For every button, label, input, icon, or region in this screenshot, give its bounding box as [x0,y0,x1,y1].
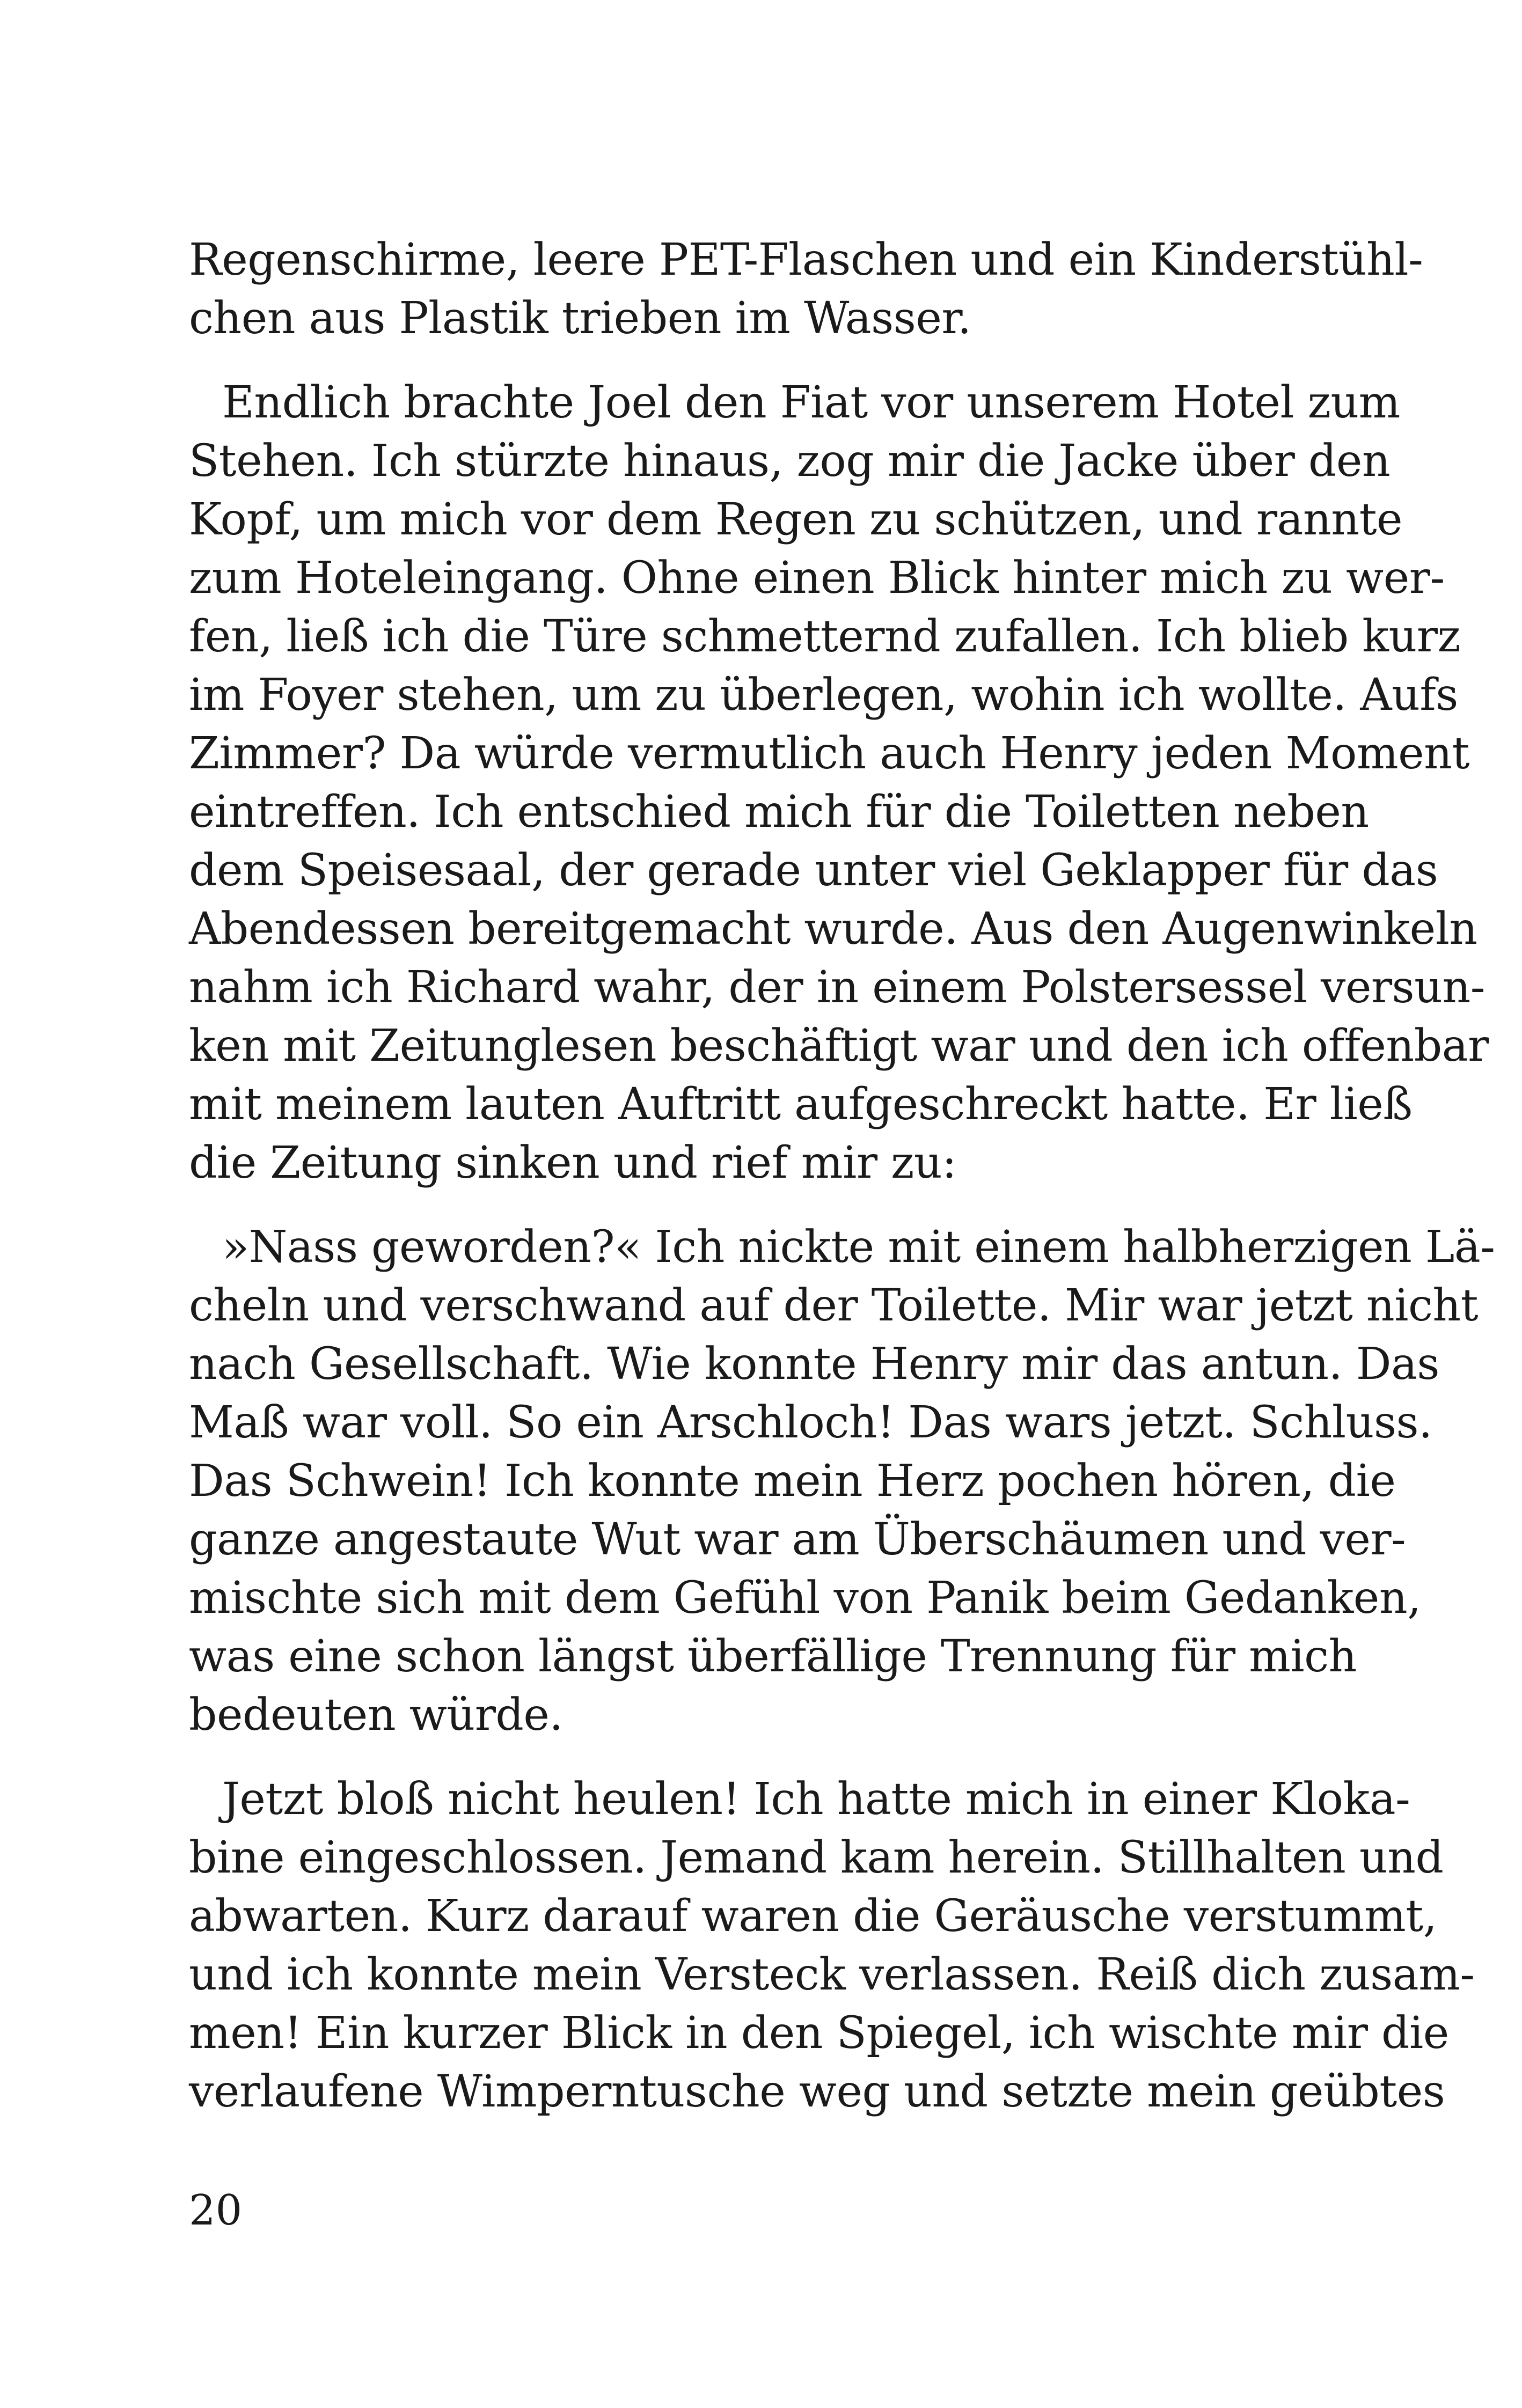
text-line: was eine schon längst überfällige Trennung für mich [189,1631,1357,1682]
text-line: dem Speisesaal, der gerade unter viel Geklapper für das [189,845,1438,896]
text-line: nach Gesellschaft. Wie konnte Henry mir das antun. Das [189,1339,1439,1390]
text-line: Regenschirme, leere PET-Flaschen und ein Kinderstühl- [189,234,1423,285]
text-line: Kopf, um mich vor dem Regen zu schützen, und rannte [189,494,1403,545]
text-line: »Nass geworden?« Ich nickte mit einem halbherzigen Lä- [222,1222,1495,1273]
text-line: Abendessen bereitgemacht wurde. Aus den Augenwinkeln [189,904,1477,955]
page-number: 20 [189,2186,243,2235]
text-line: und ich konnte mein Versteck verlassen. Reiß dich zusam- [189,1949,1475,2000]
paragraph [189,1770,1475,2121]
text-line: men! Ein kurzer Blick in den Spiegel, ich wischte mir die [189,2008,1449,2059]
text-line: eintreffen. Ich entschied mich für die Toiletten neben [189,787,1369,838]
text-line: Maß war voll. So ein Arschloch! Das wars jetzt. Schluss. [189,1397,1432,1448]
text-line: im Foyer stehen, um zu überlegen, wohin ich wollte. Aufs [189,670,1458,721]
paragraph [189,1218,1495,1744]
book-page-body [189,231,1495,2147]
text-line: abwarten. Kurz darauf waren die Geräusche verstummt, [189,1891,1437,1942]
text-line: nahm ich Richard wahr, der in einem Polstersessel versun- [189,962,1485,1013]
text-line: fen, ließ ich die Türe schmetternd zufallen. Ich blieb kurz [189,611,1461,662]
text-line: mischte sich mit dem Gefühl von Panik beim Gedanken, [189,1573,1421,1624]
text-line: chen aus Plastik trieben im Wasser. [189,293,971,344]
paragraph [189,231,1423,348]
text-line: ganze angestaute Wut war am Überschäumen und ver- [189,1514,1406,1565]
text-line: Zimmer? Da würde vermutlich auch Henry jeden Moment [189,728,1469,779]
text-line: Endlich brachte Joel den Fiat vor unserem Hotel zum [222,377,1400,428]
text-line: cheln und verschwand auf der Toilette. Mir war jetzt nicht [189,1280,1479,1331]
text-line: die Zeitung sinken und rief mir zu: [189,1137,957,1188]
text-line: Stehen. Ich stürzte hinaus, zog mir die Jacke über den [189,436,1391,487]
text-line: zum Hoteleingang. Ohne einen Blick hinter mich zu wer- [189,553,1445,604]
text-line: Das Schwein! Ich konnte mein Herz pochen hören, die [189,1456,1396,1507]
text-line: ken mit Zeitunglesen beschäftigt war und den ich offenbar [189,1021,1489,1071]
paragraph [189,373,1489,1192]
text-line: mit meinem lauten Auftritt aufgeschreckt hatte. Er ließ [189,1079,1413,1130]
text-line: bine eingeschlossen. Jemand kam herein. Stillhalten und [189,1832,1444,1883]
text-line: verlaufene Wimperntusche weg und setzte mein geübtes [189,2066,1445,2117]
text-line: Jetzt bloß nicht heulen! Ich hatte mich in einer Kloka- [222,1774,1410,1825]
text-line: bedeuten würde. [189,1690,563,1741]
